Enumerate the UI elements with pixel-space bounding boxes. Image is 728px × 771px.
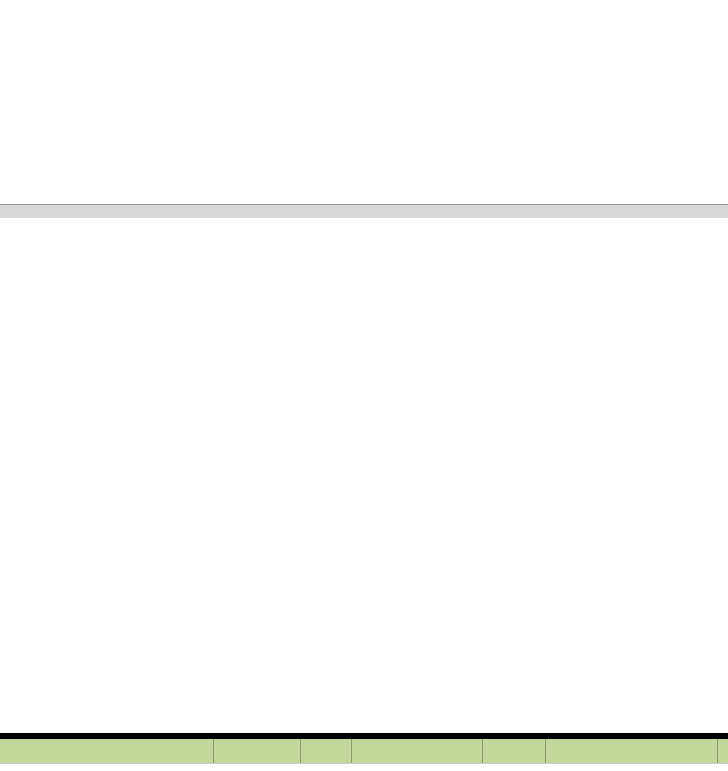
damage-table xyxy=(0,219,728,731)
total-row xyxy=(0,739,728,763)
section-separator xyxy=(0,204,728,218)
vehicle-info-section xyxy=(0,6,728,204)
